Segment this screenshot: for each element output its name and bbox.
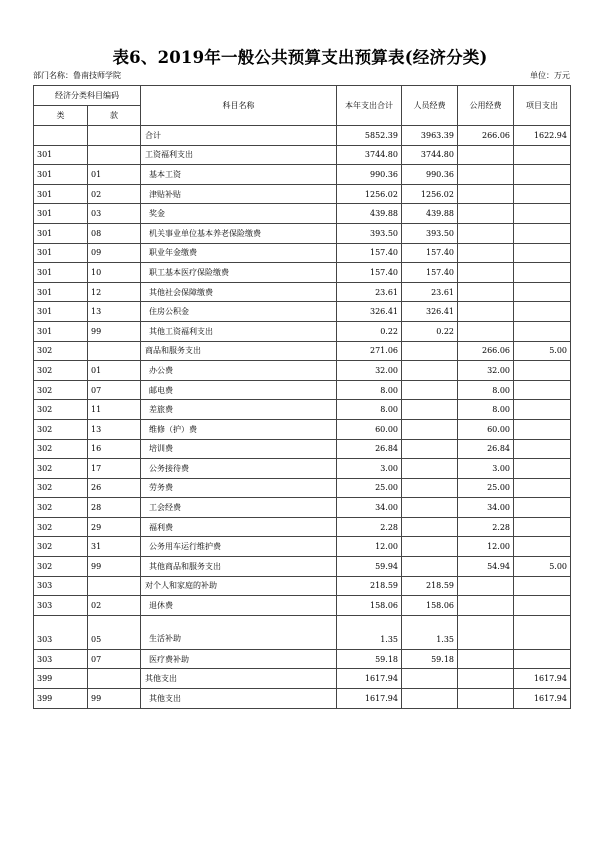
code-kuan-cell: 10 <box>88 263 141 283</box>
subject-name-cell: 劳务费 <box>141 478 337 498</box>
table-row <box>34 380 571 400</box>
subject-name-cell: 退休费 <box>141 596 337 616</box>
personnel-cell: 990.36 <box>402 165 458 185</box>
code-lei-cell: 301 <box>34 223 88 243</box>
subject-name-cell: 奖金 <box>141 204 337 224</box>
header-personnel: 人员经费 <box>402 86 458 126</box>
public-cell <box>458 204 514 224</box>
subject-name-cell: 其他社会保障缴费 <box>141 282 337 302</box>
table-row <box>34 165 571 185</box>
subject-name-cell: 公务接待费 <box>141 459 337 479</box>
table-row <box>34 126 571 146</box>
project-cell <box>514 361 571 381</box>
code-lei-cell: 301 <box>34 243 88 263</box>
table-row <box>34 615 571 649</box>
project-cell <box>514 204 571 224</box>
code-lei-cell: 399 <box>34 669 88 689</box>
personnel-cell: 326.41 <box>402 302 458 322</box>
total-cell: 157.40 <box>337 263 402 283</box>
code-lei-cell: 302 <box>34 498 88 518</box>
personnel-cell: 439.88 <box>402 204 458 224</box>
code-kuan-cell: 26 <box>88 478 141 498</box>
personnel-cell <box>402 498 458 518</box>
code-lei-cell: 302 <box>34 361 88 381</box>
subject-name-cell: 机关事业单位基本养老保险缴费 <box>141 223 337 243</box>
project-cell <box>514 243 571 263</box>
table-row <box>34 649 571 669</box>
subject-name-cell: 对个人和家庭的补助 <box>141 576 337 596</box>
code-lei-cell: 302 <box>34 478 88 498</box>
table-row <box>34 459 571 479</box>
total-cell: 23.61 <box>337 282 402 302</box>
code-lei-cell: 301 <box>34 263 88 283</box>
public-cell: 8.00 <box>458 400 514 420</box>
public-cell <box>458 223 514 243</box>
subject-name-cell: 医疗费补助 <box>141 649 337 669</box>
table-row <box>34 689 571 709</box>
public-cell: 54.94 <box>458 557 514 577</box>
personnel-cell: 59.18 <box>402 649 458 669</box>
header-total: 本年支出合计 <box>337 86 402 126</box>
public-cell <box>458 263 514 283</box>
subject-name-cell: 工会经费 <box>141 498 337 518</box>
code-lei-cell: 302 <box>34 439 88 459</box>
subject-name-cell: 商品和服务支出 <box>141 341 337 361</box>
code-kuan-cell <box>88 126 141 146</box>
code-kuan-cell: 31 <box>88 537 141 557</box>
personnel-cell: 218.59 <box>402 576 458 596</box>
project-cell <box>514 439 571 459</box>
code-kuan-cell: 01 <box>88 165 141 185</box>
total-cell: 271.06 <box>337 341 402 361</box>
project-cell <box>514 321 571 341</box>
total-cell: 439.88 <box>337 204 402 224</box>
table-row <box>34 223 571 243</box>
personnel-cell <box>402 459 458 479</box>
total-cell: 59.18 <box>337 649 402 669</box>
project-cell <box>514 223 571 243</box>
code-kuan-cell: 03 <box>88 204 141 224</box>
public-cell: 34.00 <box>458 498 514 518</box>
personnel-cell <box>402 419 458 439</box>
code-kuan-cell <box>88 669 141 689</box>
header-code-group: 经济分类科目编码 <box>34 86 141 106</box>
header-public: 公用经费 <box>458 86 514 126</box>
table-row <box>34 341 571 361</box>
personnel-cell: 0.22 <box>402 321 458 341</box>
code-kuan-cell: 28 <box>88 498 141 518</box>
code-kuan-cell: 09 <box>88 243 141 263</box>
table-row <box>34 478 571 498</box>
project-cell: 5.00 <box>514 557 571 577</box>
project-cell: 1617.94 <box>514 669 571 689</box>
public-cell: 60.00 <box>458 419 514 439</box>
total-cell: 218.59 <box>337 576 402 596</box>
code-lei-cell: 303 <box>34 596 88 616</box>
subject-name-cell: 住房公积金 <box>141 302 337 322</box>
project-cell: 1622.94 <box>514 126 571 146</box>
public-cell <box>458 145 514 165</box>
code-kuan-cell <box>88 145 141 165</box>
code-lei-cell: 303 <box>34 576 88 596</box>
subject-name-cell: 职业年金缴费 <box>141 243 337 263</box>
table-row <box>34 596 571 616</box>
public-cell <box>458 302 514 322</box>
total-cell: 5852.39 <box>337 126 402 146</box>
department-label: 部门名称：鲁南技师学院 <box>33 71 121 80</box>
subject-name-cell: 其他工资福利支出 <box>141 321 337 341</box>
project-cell <box>514 165 571 185</box>
public-cell <box>458 615 514 649</box>
code-kuan-cell: 16 <box>88 439 141 459</box>
project-cell <box>514 145 571 165</box>
subject-name-cell: 邮电费 <box>141 380 337 400</box>
project-cell <box>514 419 571 439</box>
code-kuan-cell: 11 <box>88 400 141 420</box>
total-cell: 1.35 <box>337 615 402 649</box>
subject-name-cell: 生活补助 <box>141 615 337 649</box>
code-lei-cell: 302 <box>34 459 88 479</box>
personnel-cell <box>402 689 458 709</box>
subject-name-cell: 公务用车运行维护费 <box>141 537 337 557</box>
header-project: 项目支出 <box>514 86 571 126</box>
project-cell <box>514 576 571 596</box>
project-cell <box>514 615 571 649</box>
code-kuan-cell: 99 <box>88 321 141 341</box>
table-row <box>34 184 571 204</box>
total-cell: 25.00 <box>337 478 402 498</box>
public-cell <box>458 243 514 263</box>
subject-name-cell: 其他支出 <box>141 669 337 689</box>
project-cell <box>514 380 571 400</box>
personnel-cell <box>402 537 458 557</box>
table-row <box>34 576 571 596</box>
project-cell <box>514 478 571 498</box>
personnel-cell: 23.61 <box>402 282 458 302</box>
table-row <box>34 669 571 689</box>
total-cell: 8.00 <box>337 400 402 420</box>
project-cell <box>514 282 571 302</box>
total-cell: 3744.80 <box>337 145 402 165</box>
table-row <box>34 302 571 322</box>
personnel-cell <box>402 380 458 400</box>
table-row <box>34 557 571 577</box>
personnel-cell: 157.40 <box>402 263 458 283</box>
total-cell: 3.00 <box>337 459 402 479</box>
total-cell: 12.00 <box>337 537 402 557</box>
public-cell <box>458 669 514 689</box>
personnel-cell <box>402 361 458 381</box>
code-lei-cell: 303 <box>34 649 88 669</box>
public-cell: 12.00 <box>458 537 514 557</box>
subject-name-cell: 培训费 <box>141 439 337 459</box>
personnel-cell: 158.06 <box>402 596 458 616</box>
public-cell <box>458 596 514 616</box>
subject-name-cell: 其他商品和服务支出 <box>141 557 337 577</box>
code-lei-cell <box>34 126 88 146</box>
table-row <box>34 439 571 459</box>
public-cell: 26.84 <box>458 439 514 459</box>
table-row <box>34 282 571 302</box>
personnel-cell <box>402 400 458 420</box>
code-kuan-cell: 07 <box>88 649 141 669</box>
public-cell: 2.28 <box>458 517 514 537</box>
code-kuan-cell: 02 <box>88 596 141 616</box>
code-lei-cell: 301 <box>34 204 88 224</box>
table-row <box>34 400 571 420</box>
code-kuan-cell: 12 <box>88 282 141 302</box>
code-lei-cell: 301 <box>34 145 88 165</box>
code-kuan-cell: 99 <box>88 689 141 709</box>
project-cell: 1617.94 <box>514 689 571 709</box>
personnel-cell <box>402 341 458 361</box>
table-body <box>34 126 571 709</box>
project-cell <box>514 498 571 518</box>
code-lei-cell: 301 <box>34 321 88 341</box>
personnel-cell: 1.35 <box>402 615 458 649</box>
public-cell: 32.00 <box>458 361 514 381</box>
personnel-cell <box>402 478 458 498</box>
personnel-cell <box>402 517 458 537</box>
project-cell <box>514 537 571 557</box>
total-cell: 32.00 <box>337 361 402 381</box>
table-row <box>34 145 571 165</box>
project-cell <box>514 400 571 420</box>
total-cell: 326.41 <box>337 302 402 322</box>
header-subject: 科目名称 <box>141 86 337 126</box>
page-title: 表6、2019年一般公共预算支出预算表(经济分类) <box>112 48 488 67</box>
table-row <box>34 243 571 263</box>
code-lei-cell: 302 <box>34 537 88 557</box>
table-row <box>34 321 571 341</box>
code-kuan-cell: 01 <box>88 361 141 381</box>
code-kuan-cell <box>88 341 141 361</box>
total-cell: 8.00 <box>337 380 402 400</box>
code-kuan-cell: 05 <box>88 615 141 649</box>
total-cell: 990.36 <box>337 165 402 185</box>
table-row <box>34 517 571 537</box>
project-cell <box>514 263 571 283</box>
total-cell: 26.84 <box>337 439 402 459</box>
code-lei-cell: 399 <box>34 689 88 709</box>
total-cell: 1617.94 <box>337 689 402 709</box>
project-cell <box>514 596 571 616</box>
total-cell: 34.00 <box>337 498 402 518</box>
personnel-cell <box>402 669 458 689</box>
total-cell: 60.00 <box>337 419 402 439</box>
total-cell: 1256.02 <box>337 184 402 204</box>
personnel-cell: 3744.80 <box>402 145 458 165</box>
header-lei: 类 <box>34 106 88 126</box>
public-cell <box>458 184 514 204</box>
unit-label: 单位：万元 <box>530 71 570 80</box>
table-row <box>34 263 571 283</box>
subject-name-cell: 差旅费 <box>141 400 337 420</box>
subject-name-cell: 职工基本医疗保险缴费 <box>141 263 337 283</box>
header-kuan: 款 <box>88 106 141 126</box>
project-cell <box>514 184 571 204</box>
code-lei-cell: 302 <box>34 517 88 537</box>
subject-name-cell: 福利费 <box>141 517 337 537</box>
personnel-cell: 393.50 <box>402 223 458 243</box>
code-lei-cell: 301 <box>34 302 88 322</box>
project-cell <box>514 517 571 537</box>
total-cell: 157.40 <box>337 243 402 263</box>
total-cell: 158.06 <box>337 596 402 616</box>
public-cell: 266.06 <box>458 341 514 361</box>
table-row <box>34 498 571 518</box>
project-cell: 5.00 <box>514 341 571 361</box>
table-row <box>34 537 571 557</box>
code-kuan-cell: 02 <box>88 184 141 204</box>
code-kuan-cell: 08 <box>88 223 141 243</box>
public-cell: 3.00 <box>458 459 514 479</box>
project-cell <box>514 302 571 322</box>
public-cell <box>458 282 514 302</box>
total-cell: 2.28 <box>337 517 402 537</box>
subject-name-cell: 津贴补贴 <box>141 184 337 204</box>
total-cell: 393.50 <box>337 223 402 243</box>
public-cell: 25.00 <box>458 478 514 498</box>
subject-name-cell: 合计 <box>141 126 337 146</box>
personnel-cell: 1256.02 <box>402 184 458 204</box>
code-kuan-cell: 17 <box>88 459 141 479</box>
subject-name-cell: 维修（护）费 <box>141 419 337 439</box>
total-cell: 1617.94 <box>337 669 402 689</box>
code-kuan-cell: 13 <box>88 419 141 439</box>
code-lei-cell: 301 <box>34 282 88 302</box>
code-kuan-cell: 13 <box>88 302 141 322</box>
public-cell <box>458 649 514 669</box>
table-row <box>34 204 571 224</box>
public-cell <box>458 321 514 341</box>
public-cell <box>458 576 514 596</box>
code-lei-cell: 302 <box>34 419 88 439</box>
code-lei-cell: 302 <box>34 380 88 400</box>
code-kuan-cell <box>88 576 141 596</box>
personnel-cell: 157.40 <box>402 243 458 263</box>
table-row <box>34 419 571 439</box>
project-cell <box>514 459 571 479</box>
budget-table <box>33 85 571 709</box>
code-lei-cell: 302 <box>34 341 88 361</box>
public-cell: 8.00 <box>458 380 514 400</box>
code-lei-cell: 303 <box>34 615 88 649</box>
public-cell: 266.06 <box>458 126 514 146</box>
public-cell <box>458 165 514 185</box>
subject-name-cell: 其他支出 <box>141 689 337 709</box>
code-kuan-cell: 29 <box>88 517 141 537</box>
total-cell: 0.22 <box>337 321 402 341</box>
personnel-cell <box>402 557 458 577</box>
code-kuan-cell: 99 <box>88 557 141 577</box>
code-lei-cell: 301 <box>34 165 88 185</box>
personnel-cell: 3963.39 <box>402 126 458 146</box>
code-kuan-cell: 07 <box>88 380 141 400</box>
code-lei-cell: 302 <box>34 400 88 420</box>
total-cell: 59.94 <box>337 557 402 577</box>
project-cell <box>514 649 571 669</box>
personnel-cell <box>402 439 458 459</box>
code-lei-cell: 301 <box>34 184 88 204</box>
code-lei-cell: 302 <box>34 557 88 577</box>
table-row <box>34 361 571 381</box>
subject-name-cell: 工资福利支出 <box>141 145 337 165</box>
public-cell <box>458 689 514 709</box>
subject-name-cell: 基本工资 <box>141 165 337 185</box>
subject-name-cell: 办公费 <box>141 361 337 381</box>
